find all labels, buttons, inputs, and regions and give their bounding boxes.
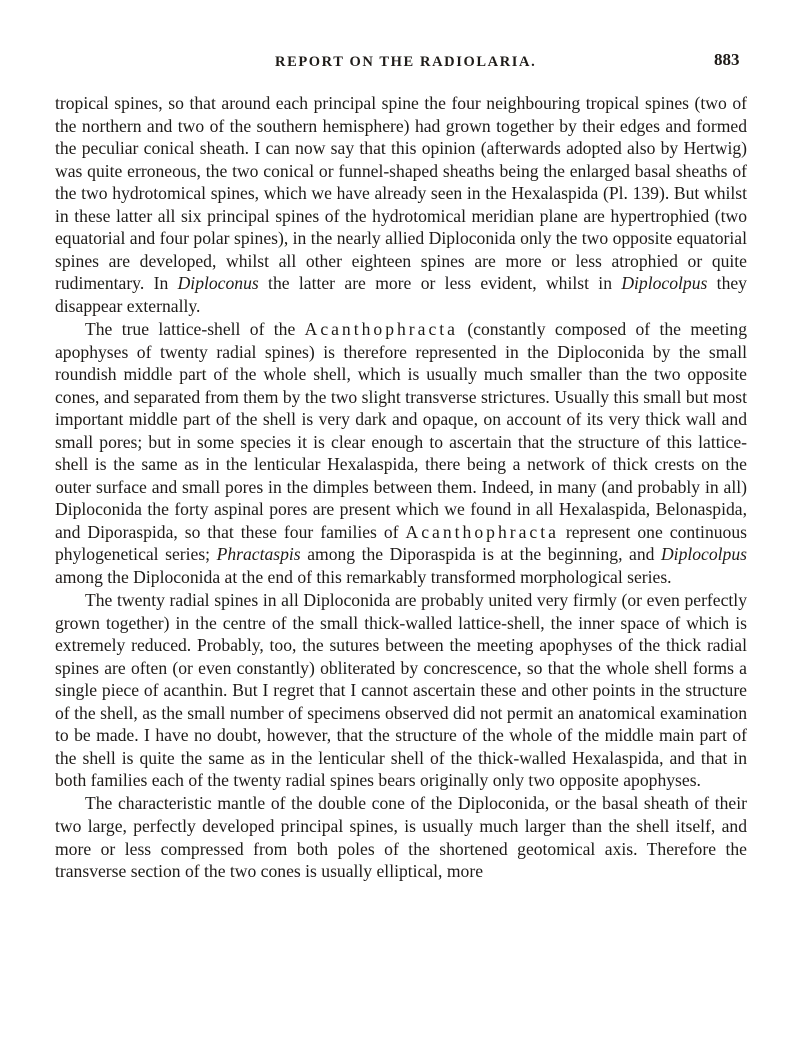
- spaced-term: Acanthophracta: [304, 318, 458, 339]
- paragraph-1: [55, 92, 747, 317]
- body-text: [55, 92, 747, 883]
- page-number: 883: [714, 50, 740, 69]
- text-run: The twenty radial spines in all Diploconida are probably united very firmly (or even perfectly grown together) in the centre of the small thick-walled lattice-shell, the inner space of which is extremely reduced. Probably, too, the sutures between the meeting apophyses of the thick radial spines are often (or even constantly) obliterated by concrescence, so that the whole shell forms a single piece of acanthin. But I regret that I cannot ascertain these and other points in the structure of the shell, as the small number of specimens observed did not permit an anatomical examination to be made. I have no doubt, however, that the structure of the whole of the middle main part of the shell is quite the same as in the lenticular shell of the thick-walled Hexalaspida, and that in both families each of the twenty radial spines bears originally only two opposite apophyses.: [55, 590, 747, 791]
- text-run: among the Diporaspida is at the beginning, and: [300, 544, 661, 565]
- italic-term: Diplocolpus: [621, 273, 708, 294]
- italic-term: Diploconus: [177, 273, 259, 294]
- text-run: The characteristic mantle of the double cone of the Diploconida, or the basal sheath of their two large, perfectly developed principal spines, is usually much larger than the shell itself, and more or less compressed from both poles of the shortened geotomical axis. Therefore the transverse section of the two cones is usually elliptical, more: [55, 793, 747, 882]
- paragraph-4: [55, 792, 747, 882]
- italic-term: Diplocolpus: [660, 544, 747, 565]
- text-run: tropical spines, so that around each principal spine the four neighbouring tropical spines (two of the northern and two of the southern hemisphere) had grown together by their edges and formed the peculiar conical sheath. I can now say that this opinion (afterwards adopted also by Hertwig) was quite erroneous, the two conical or funnel-shaped sheaths being the enlarged basal sheaths of the two hydrotomical spines, which we have already seen in the Hexalaspida (Pl. 139). But whilst in these latter all six principal spines of the hydrotomical meridian plane are hypertrophied (two equatorial and four polar spines), in the nearly allied Diploconida only the two opposite equatorial spines are developed, whilst all other eighteen spines are more or less atrophied or quite rudimentary. In: [55, 93, 747, 294]
- paragraph-3: [55, 589, 747, 792]
- text-run: represent one continuous phylogenetical series;: [55, 521, 747, 565]
- text-run: among the Diploconida at the end of this remarkably transformed morphological series.: [55, 566, 672, 587]
- text-run: (constantly composed of the meeting apophyses of twenty radial spines) is therefore represented in the Diploconida by the small roundish middle part of the whole shell, which is usually much smaller than the two opposite cones, and separated from them by the two slight transverse strictures. Usually this small but most important middle part of the shell is very dark and opaque, on account of its very thick wall and small pores; but in some species it is clear enough to ascertain that the structure of this lattice-shell is the same as in the lenticular Hexalaspida, there being a network of thick crests on the outer surface and small pores in the dimples between them. Indeed, in many (and probably in all) Diploconida the forty aspinal pores are present which we found in all Hexalaspida, Belonaspida, and Diporaspida, so that these four families of: [55, 318, 747, 542]
- page-header: [0, 50, 800, 76]
- spaced-term: Acanthophracta: [405, 521, 559, 542]
- paragraph-2: [55, 318, 747, 589]
- text-run: The true lattice-shell of the: [85, 318, 305, 339]
- text-run: they disappear externally.: [55, 273, 747, 316]
- italic-term: Phractaspis: [216, 544, 301, 565]
- text-run: the latter are more or less evident, whilst in: [258, 273, 622, 294]
- running-title: REPORT ON THE RADIOLARIA.: [275, 54, 537, 70]
